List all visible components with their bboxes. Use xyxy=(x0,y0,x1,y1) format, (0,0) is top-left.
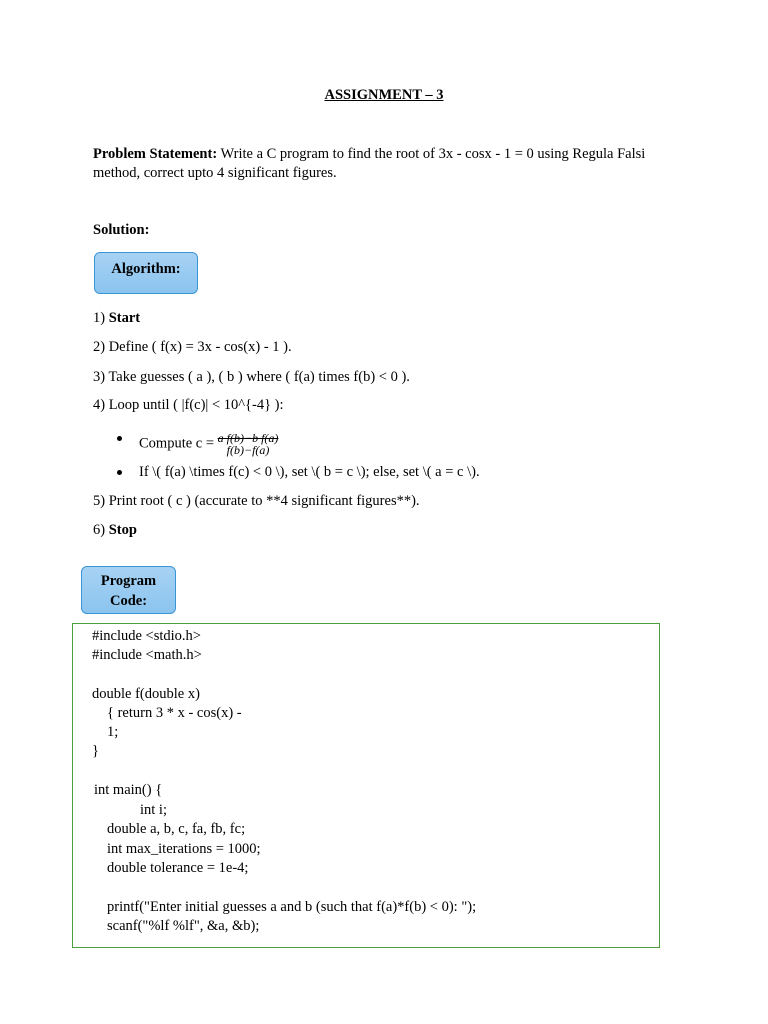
program-label-line-2: Code: xyxy=(109,593,148,609)
document-title: ASSIGNMENT – 3 xyxy=(324,87,444,103)
algorithm-bullet-compute xyxy=(139,432,278,456)
code-line: double f(double x) xyxy=(92,686,200,702)
code-line: } xyxy=(92,743,99,759)
bullet-dot xyxy=(117,470,122,475)
step-1-text: Start xyxy=(108,310,141,326)
algorithm-step-3: 3) Take guesses ( a ), ( b ) where ( f(a) times f(b) < 0 ). xyxy=(93,369,410,385)
bullet-dot xyxy=(117,436,122,441)
code-line: { return 3 * x - cos(x) - xyxy=(107,705,242,721)
code-line: int main() { xyxy=(94,782,163,798)
algorithm-step-5: 5) Print root ( c ) (accurate to **4 significant figures**). xyxy=(93,493,420,509)
problem-text: Write a C program to find the root of 3x - cosx - 1 = 0 using Regula Falsi method, correct upto 4 significant figures. xyxy=(93,146,646,181)
program-code-label-box xyxy=(81,566,176,614)
code-line: double tolerance = 1e-4; xyxy=(107,860,249,876)
solution-heading: Solution: xyxy=(93,222,150,238)
code-line: double a, b, c, fa, fb, fc; xyxy=(107,821,246,837)
code-line: int max_iterations = 1000; xyxy=(107,841,261,857)
program-label-line-1: Program xyxy=(100,573,157,589)
formula-numerator: a f(b)−b f(a) xyxy=(217,431,279,445)
algorithm-step-4: 4) Loop until ( |f(c)| < 10^{-4} ): xyxy=(93,397,284,413)
step-1-number: 1) xyxy=(93,310,109,326)
algorithm-step-6 xyxy=(93,522,137,539)
code-line: scanf("%lf %lf", &a, &b); xyxy=(107,918,260,934)
algorithm-step-1 xyxy=(93,310,140,327)
code-line: printf("Enter initial guesses a and b (such that f(a)*f(b) < 0): "); xyxy=(107,899,477,915)
step-6-text: Stop xyxy=(108,522,137,538)
problem-label: Problem Statement: xyxy=(93,146,218,162)
code-line: #include <math.h> xyxy=(92,647,202,663)
algorithm-step-2: 2) Define ( f(x) = 3x - cos(x) - 1 ). xyxy=(93,339,292,355)
regula-falsi-formula xyxy=(218,432,279,456)
algorithm-label-box xyxy=(94,252,198,294)
compute-prefix: Compute c = xyxy=(139,435,218,452)
code-line: #include <stdio.h> xyxy=(92,628,201,644)
step-6-number: 6) xyxy=(93,522,109,538)
code-line: 1; xyxy=(107,724,119,740)
problem-statement xyxy=(93,145,693,183)
formula-denominator: f(b)−f(a) xyxy=(226,443,270,457)
algorithm-bullet-update: If \( f(a) \times f(c) < 0 \), set \( b = c \); else, set \( a = c \). xyxy=(139,464,480,480)
algorithm-label: Algorithm: xyxy=(111,261,181,277)
code-line: int i; xyxy=(140,802,167,818)
